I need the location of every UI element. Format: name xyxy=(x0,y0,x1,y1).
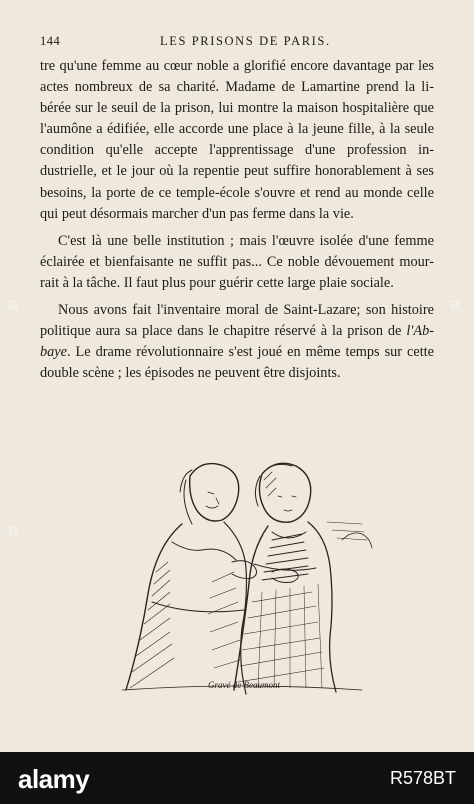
paragraph xyxy=(40,300,434,384)
page-number: 144 xyxy=(40,34,61,48)
text-line: dustrielle, et le jour où la repentie peut suffire honorablement xyxy=(40,163,401,180)
italic-text: baye xyxy=(40,344,67,361)
stock-footer xyxy=(0,752,474,804)
text-line: vie. xyxy=(332,205,354,222)
image-id: R578BT xyxy=(389,768,456,788)
text-line: C'est là une belle institution ; mais l'œuvre isolée d'une femme xyxy=(58,232,434,249)
text-line: à ses besoins, la porte de ce temple-école s'ouvre et rend au xyxy=(40,163,434,201)
italic-text: l'Ab- xyxy=(406,323,434,340)
engraving-signature: Gravé de Beaumont xyxy=(208,680,280,690)
text-line: rait à la tâche. Il faut plus pour guérir cette large plaie sociale. xyxy=(40,274,394,291)
running-title: LES PRISONS DE PARIS. xyxy=(160,34,331,48)
text-line: Nous avons fait l'inventaire moral de Saint-Lazare; son histoire xyxy=(58,302,434,319)
text-line: monde celle qui peut désormais marcher d'un pas ferme dans la xyxy=(40,184,434,222)
watermark-left-lower: a xyxy=(8,520,19,540)
text-line: politique aura sa place dans le chapitre réservé à la prison de xyxy=(40,323,407,340)
running-head xyxy=(40,30,434,50)
paragraph xyxy=(40,231,434,294)
text-line: double scène ; les épisodes ne peuvent être disjoints. xyxy=(40,365,341,382)
text-line: tre qu'une femme au cœur noble a glorifié encore davantage par les xyxy=(40,58,434,74)
text-line: que l'aumône a édifiée, elle accorde une place à la jeune fille, à la xyxy=(40,100,434,138)
watermark-left: a xyxy=(8,294,19,314)
paragraph xyxy=(40,56,434,225)
body-text xyxy=(40,56,434,384)
text-line: . Le drame révolutionnaire s'est joué en même temps sur cette xyxy=(67,344,434,361)
text-line: éclairée et bienfaisante ne suffit pas... Ce noble dévouement mour- xyxy=(40,253,434,270)
engraving-illustration xyxy=(112,452,374,696)
alamy-logo: alamy xyxy=(18,764,90,794)
watermark-right: a xyxy=(450,294,461,314)
text-line: bérée sur le seuil de la prison, lui montre la maison hospitalière xyxy=(40,100,410,117)
text-line: actes nombreux de sa charité. Madame de Lamartine prend la li- xyxy=(40,79,434,96)
text-line: seule condition qu'elle accepte l'apprentissage d'une profession in- xyxy=(40,121,434,159)
